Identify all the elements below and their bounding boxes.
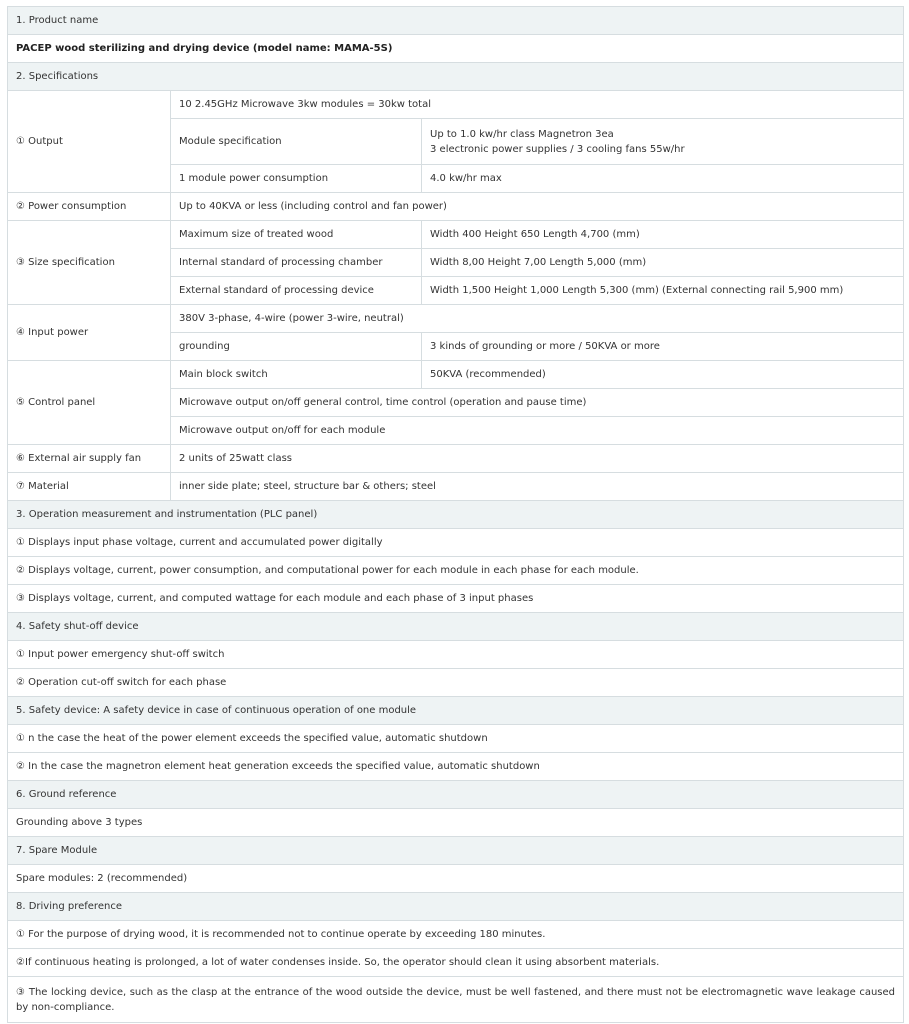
spec-value: 10 2.45GHz Microwave 3kw modules = 30kw total bbox=[171, 91, 904, 119]
table-row bbox=[8, 865, 904, 893]
table-row bbox=[8, 753, 904, 781]
list-item: ②If continuous heating is prolonged, a lot of water condenses inside. So, the operator should clean it using absorbent materials. bbox=[8, 949, 904, 977]
spec-value: Microwave output on/off for each module bbox=[171, 417, 904, 445]
list-item: ① For the purpose of drying wood, it is recommended not to continue operate by exceeding 180 minutes. bbox=[8, 921, 904, 949]
section-title-measurement: 3. Operation measurement and instrumentation (PLC panel) bbox=[8, 501, 904, 529]
spec-value-line: Up to 1.0 kw/hr class Magnetron 3ea bbox=[430, 128, 614, 140]
product-name: PACEP wood sterilizing and drying device (model name: MAMA-5S) bbox=[8, 35, 904, 63]
spec-sublabel: Internal standard of processing chamber bbox=[171, 249, 422, 277]
section-header bbox=[8, 7, 904, 35]
spec-value: 50KVA (recommended) bbox=[422, 361, 904, 389]
section-title-ground: 6. Ground reference bbox=[8, 781, 904, 809]
spec-value-line: 3 electronic power supplies / 3 cooling fans 55w/hr bbox=[430, 143, 685, 155]
table-row bbox=[8, 193, 904, 221]
list-item: ① n the case the heat of the power element exceeds the specified value, automatic shutdown bbox=[8, 725, 904, 753]
table-row bbox=[8, 473, 904, 501]
spec-sublabel: Module specification bbox=[171, 119, 422, 165]
section-header bbox=[8, 501, 904, 529]
list-item: ② In the case the magnetron element heat generation exceeds the specified value, automatic shutdown bbox=[8, 753, 904, 781]
table-row bbox=[8, 921, 904, 949]
section-title-safety-device: 5. Safety device: A safety device in case of continuous operation of one module bbox=[8, 697, 904, 725]
table-row bbox=[8, 809, 904, 837]
list-item: Spare modules: 2 (recommended) bbox=[8, 865, 904, 893]
section-header bbox=[8, 697, 904, 725]
table-row bbox=[8, 529, 904, 557]
spec-value: Up to 40KVA or less (including control and fan power) bbox=[171, 193, 904, 221]
spec-sublabel: 1 module power consumption bbox=[171, 165, 422, 193]
spec-value: 3 kinds of grounding or more / 50KVA or more bbox=[422, 333, 904, 361]
table-row bbox=[8, 977, 904, 1023]
spec-table bbox=[7, 6, 904, 1023]
spec-label-material: ⑦ Material bbox=[8, 473, 171, 501]
spec-value bbox=[422, 119, 904, 165]
list-item: ③ Displays voltage, current, and computed wattage for each module and each phase of 3 input phases bbox=[8, 585, 904, 613]
table-row bbox=[8, 585, 904, 613]
list-item: ③ The locking device, such as the clasp at the entrance of the wood outside the device, must be well fastened, and there must not be electromagnetic wave leakage caused by non-compliance. bbox=[8, 977, 904, 1023]
spec-value: Width 400 Height 650 Length 4,700 (mm) bbox=[422, 221, 904, 249]
spec-label-power-consumption: ② Power consumption bbox=[8, 193, 171, 221]
section-header bbox=[8, 837, 904, 865]
table-row bbox=[8, 305, 904, 333]
list-item: Grounding above 3 types bbox=[8, 809, 904, 837]
section-title-shutoff: 4. Safety shut-off device bbox=[8, 613, 904, 641]
spec-label-air-supply-fan: ⑥ External air supply fan bbox=[8, 445, 171, 473]
table-row bbox=[8, 669, 904, 697]
section-header bbox=[8, 781, 904, 809]
spec-sublabel: grounding bbox=[171, 333, 422, 361]
list-item: ① Input power emergency shut-off switch bbox=[8, 641, 904, 669]
spec-value: inner side plate; steel, structure bar & others; steel bbox=[171, 473, 904, 501]
table-row bbox=[8, 641, 904, 669]
list-item: ② Operation cut-off switch for each phase bbox=[8, 669, 904, 697]
spec-value: 4.0 kw/hr max bbox=[422, 165, 904, 193]
spec-value: Width 1,500 Height 1,000 Length 5,300 (mm) (External connecting rail 5,900 mm) bbox=[422, 277, 904, 305]
spec-value: Width 8,00 Height 7,00 Length 5,000 (mm) bbox=[422, 249, 904, 277]
table-row bbox=[8, 949, 904, 977]
section-header bbox=[8, 893, 904, 921]
spec-label-input-power: ④ Input power bbox=[8, 305, 171, 361]
section-header bbox=[8, 63, 904, 91]
section-title-spare: 7. Spare Module bbox=[8, 837, 904, 865]
list-item: ② Displays voltage, current, power consumption, and computational power for each module in each phase for each module. bbox=[8, 557, 904, 585]
section-title-driving: 8. Driving preference bbox=[8, 893, 904, 921]
spec-sublabel: External standard of processing device bbox=[171, 277, 422, 305]
table-row bbox=[8, 557, 904, 585]
spec-sublabel: Main block switch bbox=[171, 361, 422, 389]
table-row bbox=[8, 361, 904, 389]
list-item: ① Displays input phase voltage, current and accumulated power digitally bbox=[8, 529, 904, 557]
spec-value: 380V 3-phase, 4-wire (power 3-wire, neutral) bbox=[171, 305, 904, 333]
section-title-specifications: 2. Specifications bbox=[8, 63, 904, 91]
table-row bbox=[8, 445, 904, 473]
table-row bbox=[8, 35, 904, 63]
spec-value: 2 units of 25watt class bbox=[171, 445, 904, 473]
section-title-product-name: 1. Product name bbox=[8, 7, 904, 35]
spec-label-control-panel: ⑤ Control panel bbox=[8, 361, 171, 445]
table-row bbox=[8, 221, 904, 249]
spec-label-output: ① Output bbox=[8, 91, 171, 193]
spec-label-size: ③ Size specification bbox=[8, 221, 171, 305]
section-header bbox=[8, 613, 904, 641]
spec-sublabel: Maximum size of treated wood bbox=[171, 221, 422, 249]
spec-value: Microwave output on/off general control, time control (operation and pause time) bbox=[171, 389, 904, 417]
table-row bbox=[8, 91, 904, 119]
table-row bbox=[8, 725, 904, 753]
